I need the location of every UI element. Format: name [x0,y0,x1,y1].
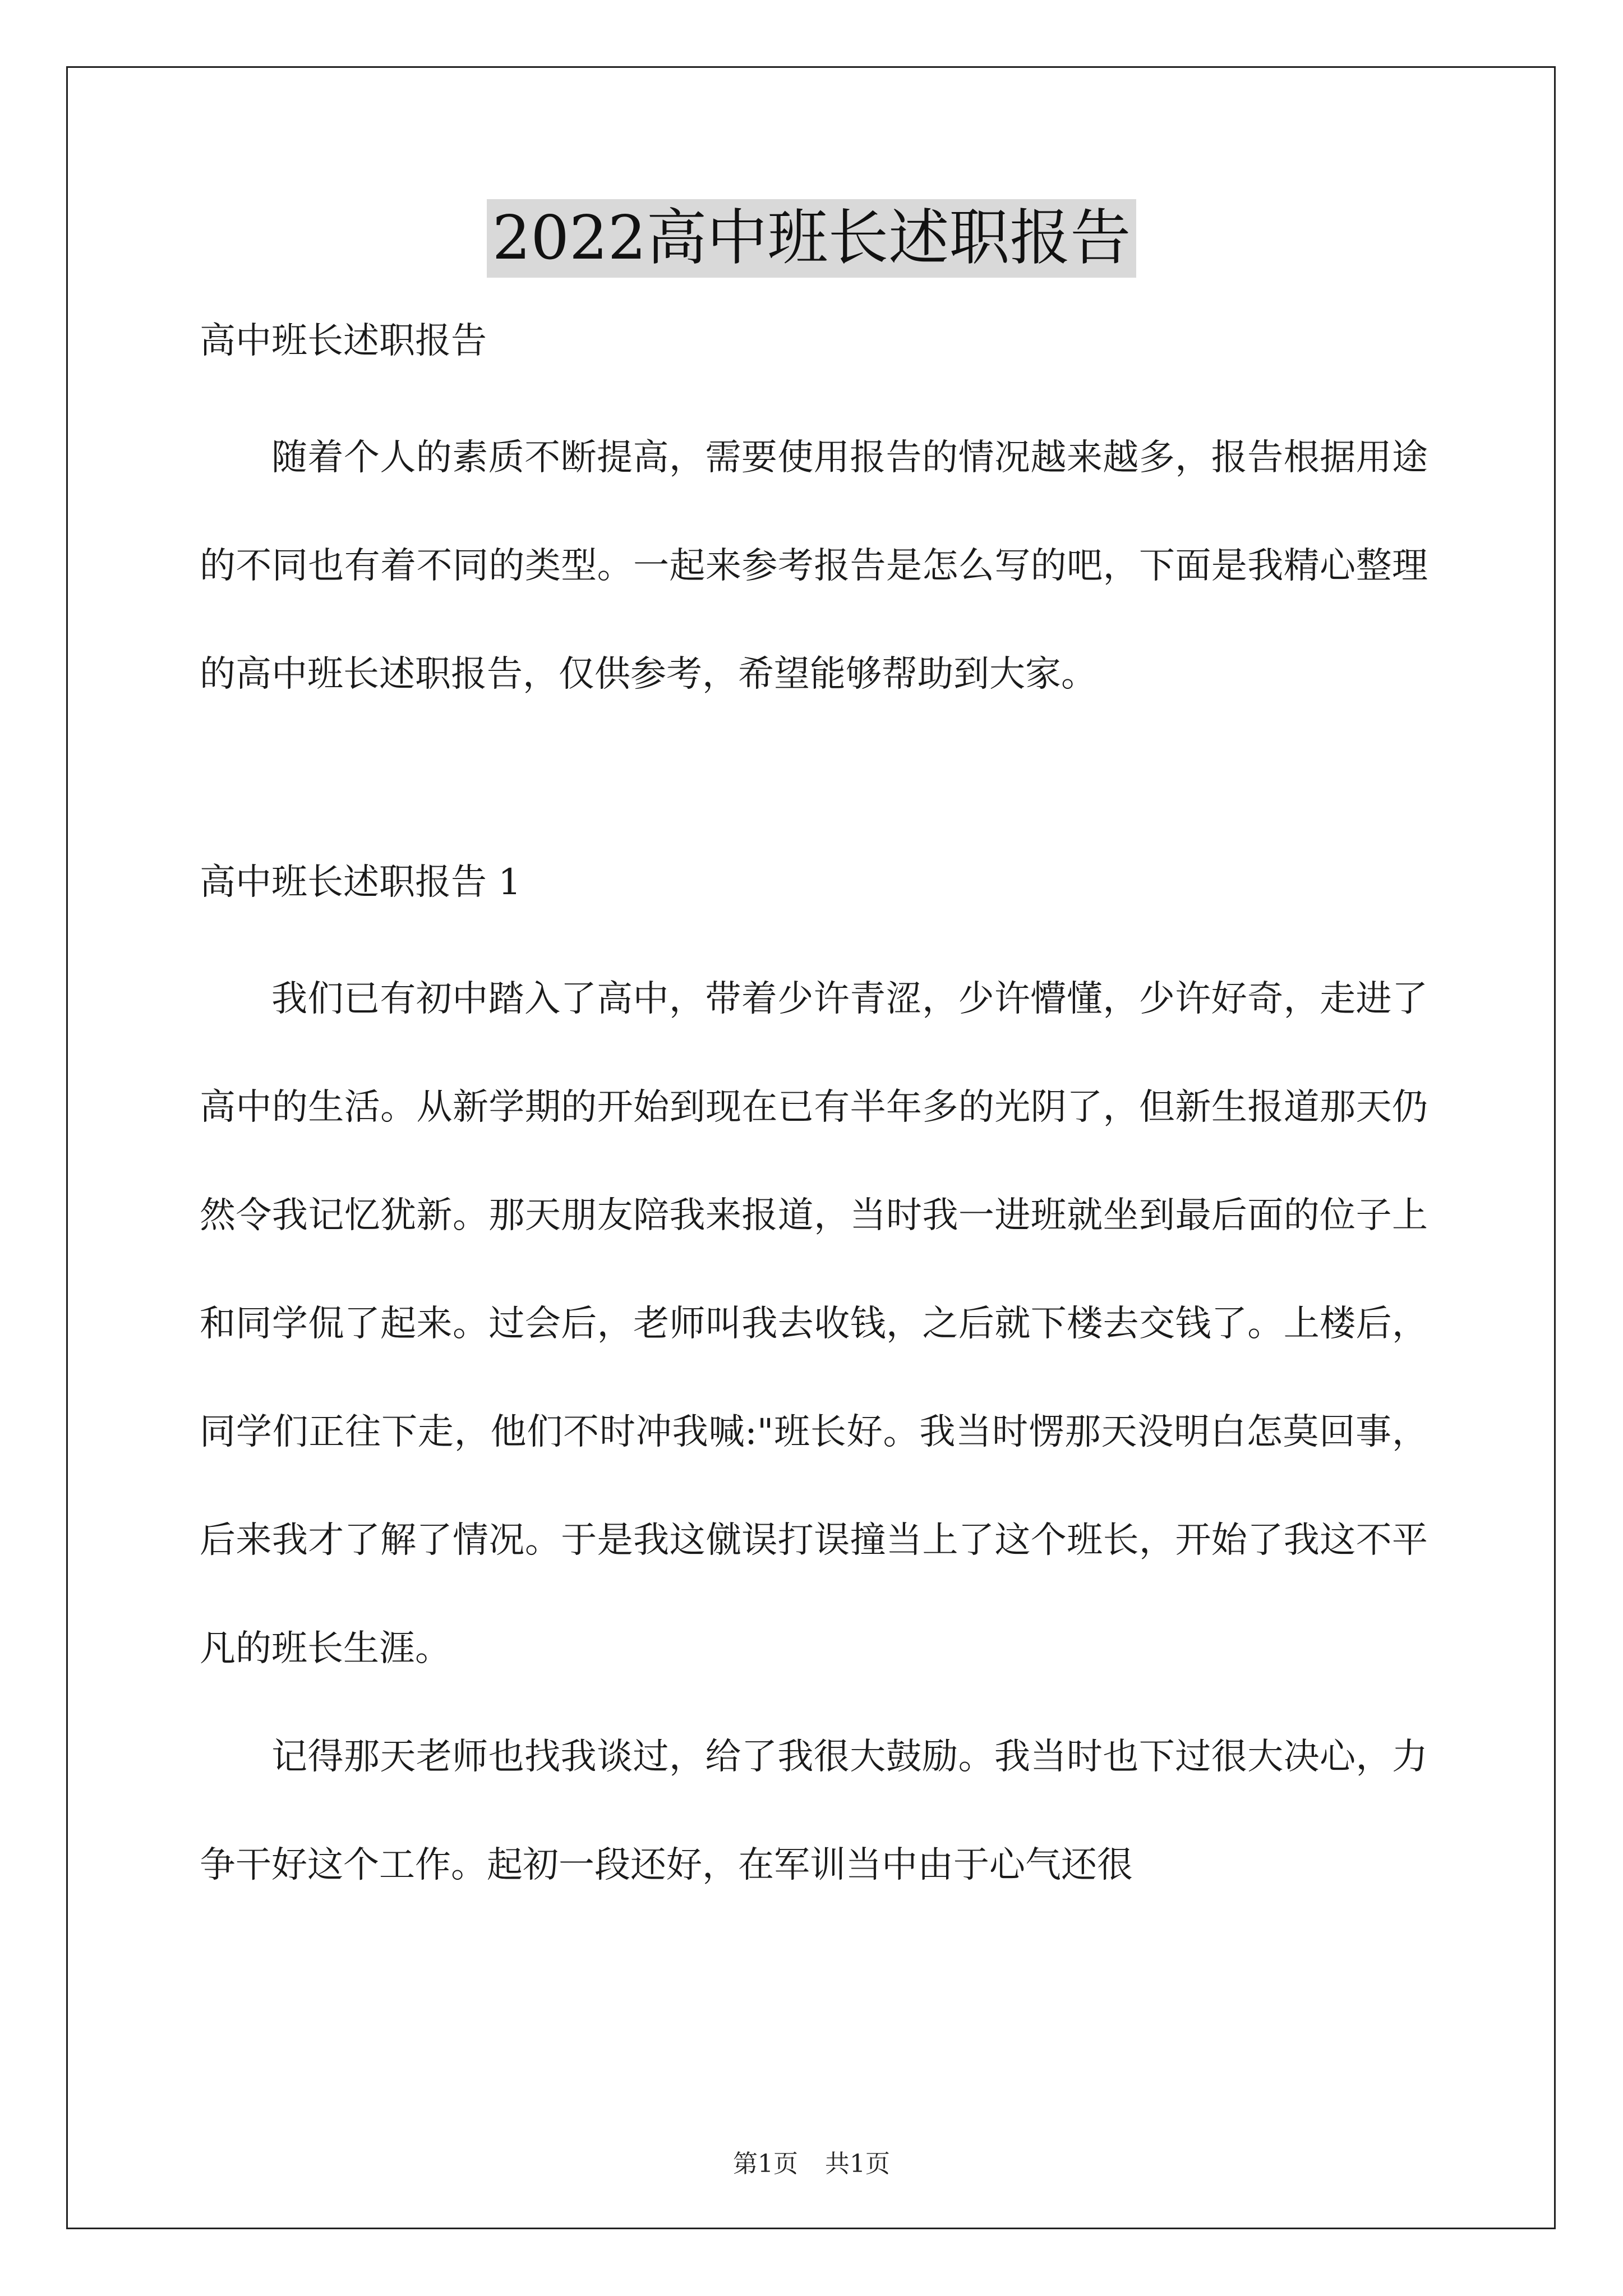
intro-paragraph: 随着个人的素质不断提高，需要使用报告的情况越来越多，报告根据用途的不同也有着不同的类型。一起来参考报告是怎么写的吧，下面是我精心整理的高中班长述职报告，仅供参考，希望能够帮助到大家。 [200,437,1428,695]
page-number-current: 第1页 [733,2150,798,2178]
intro-heading: 高中班长述职报告 [200,320,487,362]
document-title: 2022高中班长述职报告 [487,199,1137,278]
section1-paragraph: 记得那天老师也找我谈过，给了我很大鼓励。我当时也下过很大决心，力争干好这个工作。起初一段还好，在军训当中由于心气还很 [200,1736,1428,1886]
section1-paragraph: 我们已有初中踏入了高中，带着少许青涩，少许懵懂，少许好奇，走进了高中的生活。从新学期的开始到现在已有半年多的光阴了，但新生报道那天仍然令我记忆犹新。那天朋友陪我来报道，当时我一进班就坐到最后面的位子上和同学侃了起来。过会后，老师叫我去收钱，之后就下楼去交钱了。上楼后，同学们正往下走，他们不时冲我喊:"班长好。我当时愣那天没明白怎莫回事，后来我才了解了情况。于是我这僦误打误撞当上了这个班长，开始了我这不平凡的班长生涯。 [200,978,1428,1669]
page-number-total: 共1页 [825,2150,890,2178]
section1-heading: 高中班长述职报告 1 [200,862,522,903]
document-body [200,314,1428,1920]
title-container [0,199,1623,278]
page-footer [0,2147,1623,2181]
